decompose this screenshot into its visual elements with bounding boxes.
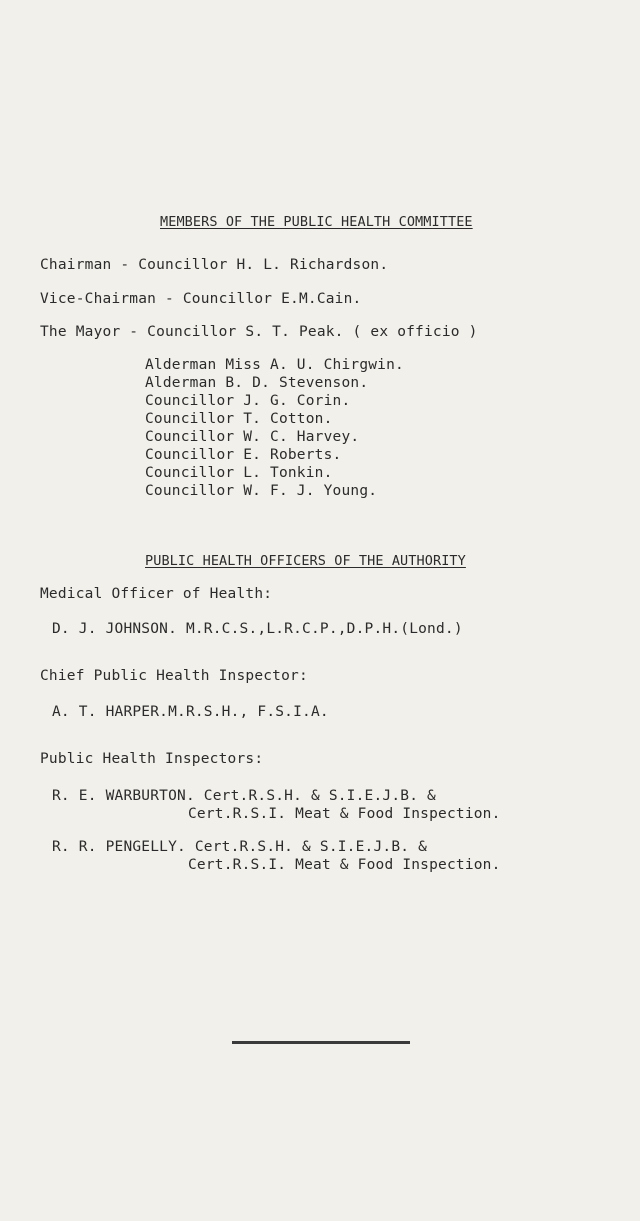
inspector-line: Cert.R.S.I. Meat & Food Inspection.: [188, 857, 501, 873]
mayor-line: The Mayor - Councillor S. T. Peak. ( ex officio ): [40, 324, 478, 340]
officers-heading: PUBLIC HEALTH OFFICERS OF THE AUTHORITY: [145, 553, 466, 569]
committee-member: Councillor T. Cotton.: [145, 411, 333, 427]
moh-name: D. J. JOHNSON. M.R.C.S.,L.R.C.P.,D.P.H.(Lond.): [52, 621, 463, 637]
committee-member: Councillor W. F. J. Young.: [145, 483, 378, 499]
committee-member: Councillor E. Roberts.: [145, 447, 342, 463]
chairman-line: Chairman - Councillor H. L. Richardson.: [40, 257, 389, 273]
inspectors-label: Public Health Inspectors:: [40, 751, 264, 767]
committee-member: Councillor L. Tonkin.: [145, 465, 333, 481]
committee-heading: MEMBERS OF THE PUBLIC HEALTH COMMITTEE: [160, 214, 473, 230]
chief-inspector-name: A. T. HARPER.M.R.S.H., F.S.I.A.: [52, 704, 329, 720]
committee-member: Councillor W. C. Harvey.: [145, 429, 360, 445]
moh-label: Medical Officer of Health:: [40, 586, 273, 602]
end-rule: [232, 1041, 410, 1044]
vice-chairman-line: Vice-Chairman - Councillor E.M.Cain.: [40, 291, 362, 307]
inspector-line: R. R. PENGELLY. Cert.R.S.H. & S.I.E.J.B. &: [52, 839, 428, 855]
committee-member: Alderman B. D. Stevenson.: [145, 375, 369, 391]
inspector-line: R. E. WARBURTON. Cert.R.S.H. & S.I.E.J.B. &: [52, 788, 436, 804]
chief-inspector-label: Chief Public Health Inspector:: [40, 668, 308, 684]
committee-member: Alderman Miss A. U. Chirgwin.: [145, 357, 404, 373]
inspector-line: Cert.R.S.I. Meat & Food Inspection.: [188, 806, 501, 822]
committee-member: Councillor J. G. Corin.: [145, 393, 351, 409]
